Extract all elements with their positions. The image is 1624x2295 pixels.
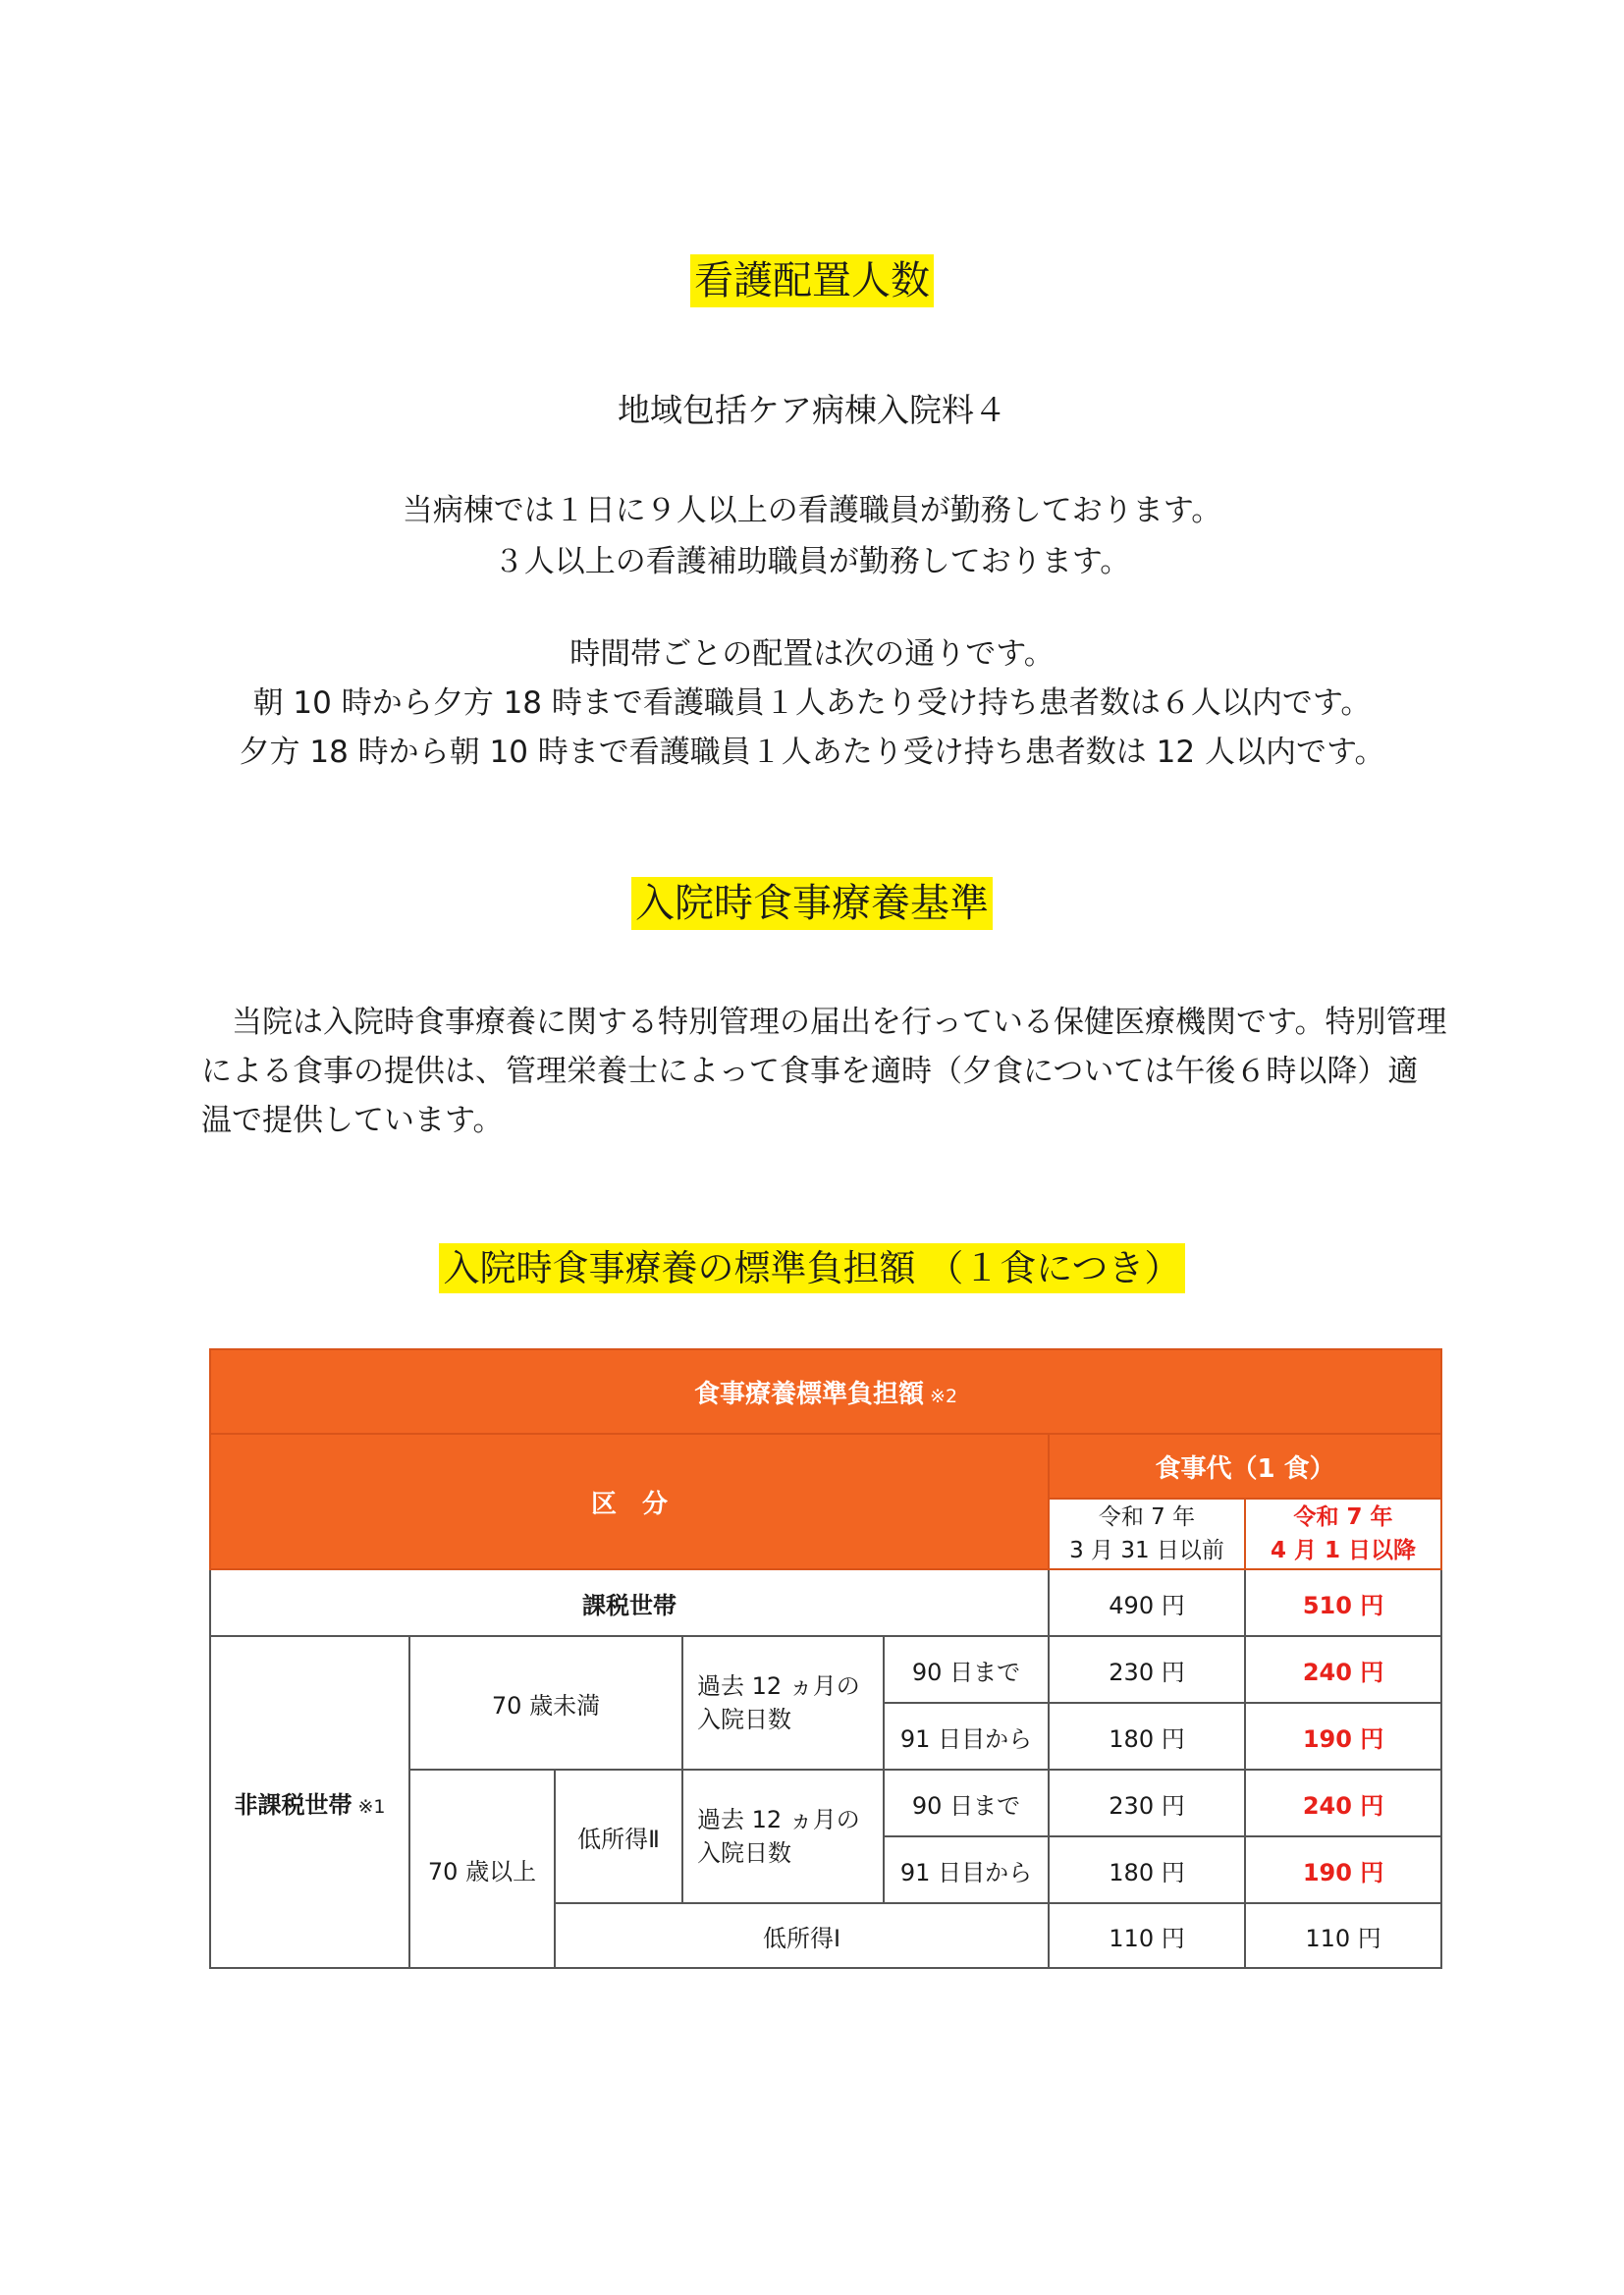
text-line: 夕方 18 時から朝 10 時まで看護職員１人あたり受け持ち患者数は 12 人以内です。 — [239, 735, 1385, 770]
section-title-nursing: 看護配置人数 — [0, 253, 1624, 308]
section-title-meal-standard: 入院時食事療養基準 — [0, 876, 1624, 931]
low1-label: 低所得Ⅰ — [555, 1903, 1049, 1968]
over70-label: 70 歳以上 — [409, 1770, 555, 1968]
taxed-label: 課税世帯 — [210, 1569, 1049, 1636]
past12-label: 過去 12 ヵ月の 入院日数 — [682, 1636, 884, 1770]
nontaxed-label: 非課税世帯 ※1 — [210, 1636, 409, 1968]
ward-fee-subtitle: 地域包括ケア病棟入院料４ — [618, 391, 1006, 429]
upto90-label: 90 日まで — [884, 1636, 1049, 1703]
meal-cost-table — [209, 1348, 1442, 1969]
under70-label: 70 歳未満 — [409, 1636, 682, 1770]
cell-before: 230 円 — [1049, 1770, 1245, 1836]
low2-label: 低所得Ⅱ — [555, 1770, 682, 1903]
meal-cost-header: 食事代（1 食） — [1049, 1434, 1441, 1499]
upto90-label: 90 日まで — [884, 1770, 1049, 1836]
table-header: 食事療養標準負担額 ※2 — [210, 1349, 1441, 1434]
text-line: 時間帯ごとの配置は次の通りです。 — [569, 636, 1055, 672]
cell-before: 110 円 — [1049, 1903, 1245, 1968]
from91-label: 91 日目から — [884, 1703, 1049, 1770]
text-line: 当病棟では１日に９人以上の看護職員が勤務しております。 — [402, 493, 1222, 528]
cell-before: 180 円 — [1049, 1703, 1245, 1770]
past12-label: 過去 12 ヵ月の 入院日数 — [682, 1770, 884, 1903]
cell-after: 190 円 — [1245, 1836, 1441, 1903]
after-date-header: 令和 7 年 4 月 1 日以降 — [1245, 1499, 1441, 1569]
cell-before: 230 円 — [1049, 1636, 1245, 1703]
cell-after: 510 円 — [1245, 1569, 1441, 1636]
before-date-header: 令和 7 年 3 月 31 日以前 — [1049, 1499, 1245, 1569]
text-line: 朝 10 時から夕方 18 時まで看護職員１人あたり受け持ち患者数は６人以内です。 — [252, 685, 1372, 721]
cell-before: 490 円 — [1049, 1569, 1245, 1636]
cell-after: 190 円 — [1245, 1703, 1441, 1770]
meal-paragraph: 当院は入院時食事療養に関する特別管理の届出を行っている保健医療機関です。特別管理による食事の提供は、管理栄養士によって食事を適時（夕食については午後６時以降）適温で提供しています。 — [201, 1005, 1447, 1138]
table-row — [210, 1569, 1441, 1636]
kubun-header: 区 分 — [210, 1434, 1049, 1569]
cell-after: 240 円 — [1245, 1770, 1441, 1836]
table-row — [210, 1636, 1441, 1703]
cell-after: 110 円 — [1245, 1903, 1441, 1968]
text-line: ３人以上の看護補助職員が勤務しております。 — [493, 544, 1131, 579]
section-title-meal-cost: 入院時食事療養の標準負担額 （１食につき） — [0, 1241, 1624, 1296]
cell-after: 240 円 — [1245, 1636, 1441, 1703]
from91-label: 91 日目から — [884, 1836, 1049, 1903]
cell-before: 180 円 — [1049, 1836, 1245, 1903]
